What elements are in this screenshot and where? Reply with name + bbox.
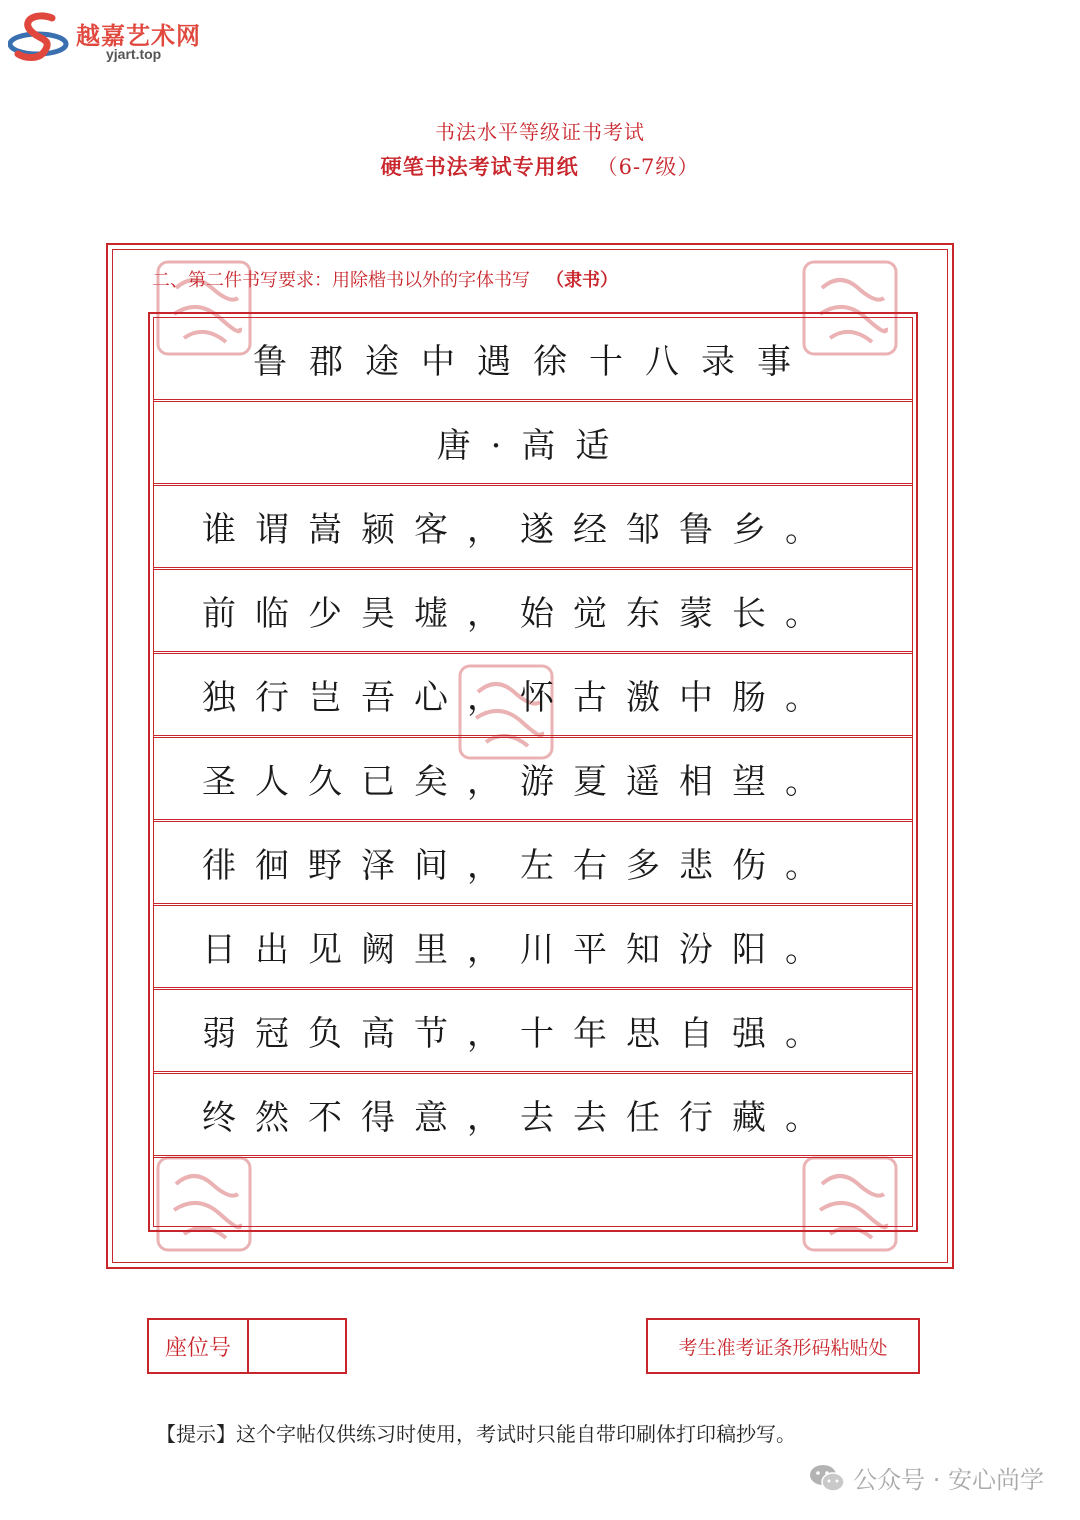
paper-name: 硬笔书法考试专用纸 <box>380 154 579 179</box>
poem-author: 唐·高适 <box>154 402 912 486</box>
poem-line: 弱冠负高节，十年思自强。 <box>154 990 912 1074</box>
logo-icon <box>8 10 72 62</box>
requirement-style: （隶书） <box>546 270 618 291</box>
exam-title: 书法水平等级证书考试 <box>435 120 645 144</box>
wechat-icon <box>809 1463 845 1493</box>
barcode-area <box>646 1318 920 1374</box>
brand-url: yjart.top <box>106 46 162 62</box>
poem-line: 圣人久已矣，游夏遥相望。 <box>154 738 912 822</box>
seat-number-field[interactable] <box>249 1320 345 1372</box>
usage-tip: 【提示】这个字帖仅供练习时使用，考试时只能自带印刷体打印稿抄写。 <box>156 1422 796 1446</box>
paper-title <box>0 151 1080 181</box>
poem-line: 谁谓嵩颍客，遂经邹鲁乡。 <box>154 486 912 570</box>
blank-row <box>154 1158 912 1242</box>
poem-title: 鲁郡途中遇徐十八录事 <box>154 318 912 402</box>
writing-grid <box>148 312 918 1232</box>
watermark-text: 公众号 · 安心尚学 <box>853 1466 1044 1494</box>
seat-number-box <box>147 1318 347 1374</box>
seat-number-label: 座位号 <box>149 1320 249 1372</box>
poem-line: 终然不得意，去去任行藏。 <box>154 1074 912 1158</box>
paper-level: （6-7级） <box>596 155 700 179</box>
site-logo[interactable] <box>8 8 208 64</box>
poem-line: 徘徊野泽间，左右多悲伤。 <box>154 822 912 906</box>
wechat-watermark <box>809 1460 1044 1495</box>
writing-grid-inner <box>153 317 913 1227</box>
brand-name: 越嘉艺术网 <box>76 22 201 50</box>
poem-line: 独行岂吾心，怀古激中肠。 <box>154 654 912 738</box>
requirement-text: 二、第二件书写要求：用除楷书以外的字体书写 <box>152 270 530 291</box>
exam-header <box>0 116 1080 181</box>
poem-line: 日出见阙里，川平知汾阳。 <box>154 906 912 990</box>
poem-line: 前临少昊墟，始觉东蒙长。 <box>154 570 912 654</box>
barcode-label: 考生准考证条形码粘贴处 <box>678 1336 888 1359</box>
